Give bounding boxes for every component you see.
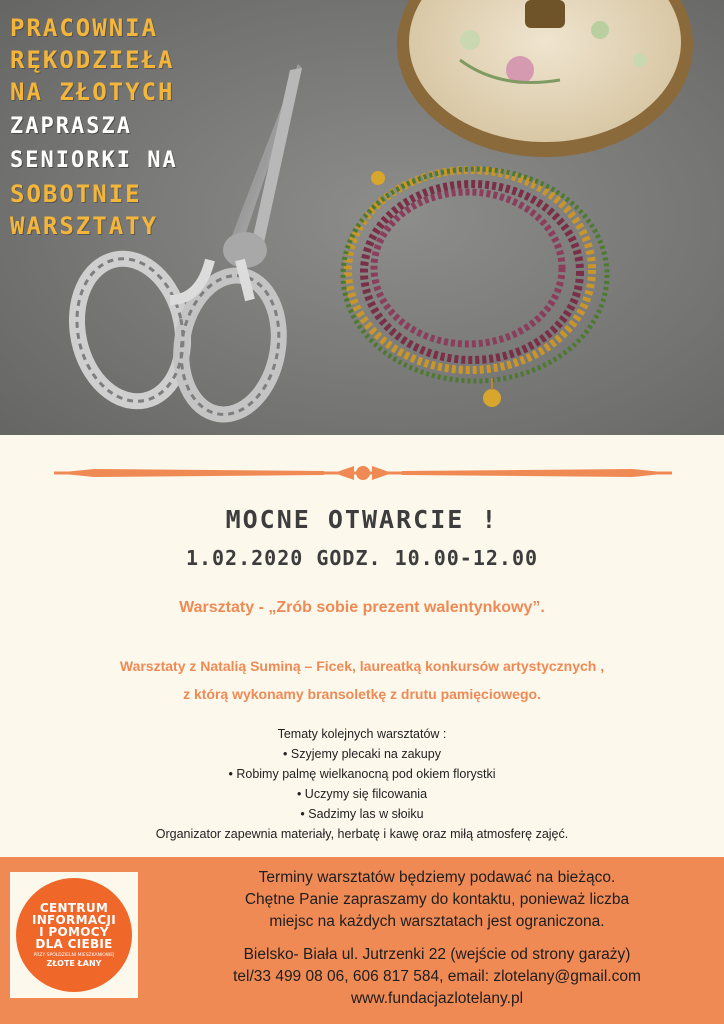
event-description: [0, 652, 724, 708]
invite-text: [10, 110, 178, 178]
organizer-note: Organizator zapewnia materiały, herbatę i kawę oraz miłą atmosferę zajęć.: [155, 827, 569, 841]
invite-line: SENIORKI NA: [10, 148, 178, 173]
organization-logo: [10, 872, 138, 998]
ornamental-divider: [54, 462, 672, 484]
title-line: NA ZŁOTYCH: [10, 78, 175, 106]
topic-item: • Robimy palmę wielkanocną pod okiem florystki: [228, 767, 496, 781]
hero-photo-area: [0, 0, 724, 435]
phone-email-line: tel/33 499 08 06, 606 817 584, email: zlotelany@gmail.com: [233, 968, 641, 985]
title-line: PRACOWNIA: [10, 14, 159, 42]
workshop-type-line: SOBOTNIE: [10, 180, 142, 208]
info-line: Terminy warsztatów będziemy podawać na bieżąco.: [258, 869, 616, 886]
workshop-type-line: WARSZTATY: [10, 212, 159, 240]
workshop-title: [10, 12, 175, 108]
footer-info: [150, 867, 724, 933]
info-line: miejsc na każdych warsztatach jest ograniczona.: [269, 913, 605, 930]
topic-item: • Sadzimy las w słoiku: [300, 807, 424, 821]
topics-heading: Tematy kolejnych warsztatów :: [277, 727, 447, 741]
logo-text-line: CENTRUM: [39, 900, 109, 915]
logo-badge: [16, 878, 132, 992]
invite-line: ZAPRASZA: [10, 114, 132, 139]
logo-text-line: DLA CIEBIE: [35, 936, 113, 951]
topic-item: • Szyjemy plecaki na zakupy: [283, 747, 441, 761]
topic-item: • Uczymy się filcowania: [296, 787, 428, 801]
title-line: RĘKODZIEŁA: [10, 46, 175, 74]
workshop-type: [10, 178, 158, 242]
address-line: Bielsko- Biała ul. Jutrzenki 22 (wejście od strony garaży): [243, 946, 631, 963]
event-headline: MOCNE OTWARCIE !: [225, 505, 499, 534]
logo-name: ZŁOTE ŁANY: [46, 958, 102, 968]
logo-text-line: INFORMACJI: [31, 912, 117, 927]
event-subtitle: Warsztaty - „Zrób sobie prezent walentynkowy”.: [179, 599, 545, 616]
topics-list: [0, 724, 724, 844]
description-line: z którą wykonamy bransoletkę z drutu pamięciowego.: [183, 686, 541, 702]
logo-subtext: PRZY SPÓŁDZIELNI MIESZKANIOWEJ: [33, 952, 115, 958]
logo-text-line: I POMOCY: [39, 924, 109, 939]
website-link[interactable]: www.fundacjazlotelany.pl: [350, 990, 524, 1007]
info-line: Chętne Panie zapraszamy do kontaktu, ponieważ liczba: [244, 891, 630, 908]
description-line: Warsztaty z Natalią Suminą – Ficek, laureatką konkursów artystycznych ,: [119, 658, 605, 674]
footer-band: [0, 857, 724, 1024]
footer-contact: [150, 944, 724, 1010]
event-datetime: 1.02.2020 GODZ. 10.00-12.00: [185, 546, 539, 570]
